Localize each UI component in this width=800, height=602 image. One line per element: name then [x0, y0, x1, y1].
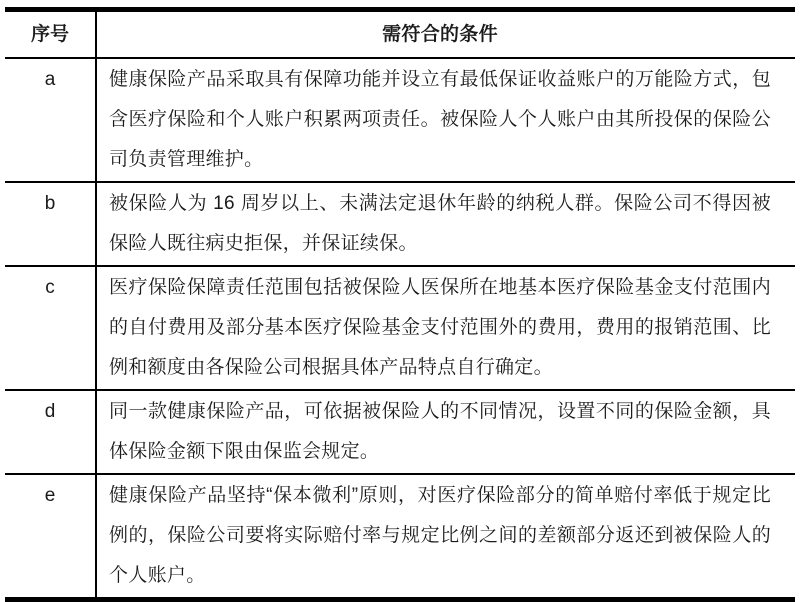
- row-id-cell: c: [45, 277, 55, 298]
- condition-cell: 被保险人为 16 周岁以上、未满法定退休年龄的纳税人群。保险公司不得因被保险人既往病史拒保，并保证续保。: [95, 183, 795, 265]
- table-row-d: [5, 391, 795, 475]
- row-id-cell: b: [44, 193, 56, 214]
- row-id-cell: d: [44, 401, 56, 422]
- table-row-a: [5, 59, 795, 183]
- header-condition: 需符合的条件: [95, 12, 795, 57]
- condition-cell: 同一款健康保险产品，可依据被保险人的不同情况，设置不同的保险金额，具体保险金额下限由保监会规定。: [95, 391, 795, 473]
- condition-cell: 健康保险产品采取具有保障功能并设立有最低保证收益账户的万能险方式，包含医疗保险和个人账户积累两项责任。被保险人个人账户由其所投保的保险公司负责管理维护。: [95, 59, 795, 181]
- table-row-c: [5, 267, 795, 391]
- header-serial-number: 序号: [30, 24, 69, 45]
- table-header-row: [5, 12, 795, 59]
- condition-cell: 医疗保险保障责任范围包括被保险人医保所在地基本医疗保险基金支付范围内的自付费用及部分基本医疗保险基金支付范围外的费用，费用的报销范围、比例和额度由各保险公司根据具体产品特点自行确定。: [95, 267, 795, 389]
- conditions-table: [5, 7, 795, 602]
- row-id-cell: e: [44, 485, 56, 506]
- row-id-cell: a: [44, 69, 56, 90]
- table-row-e: [5, 475, 795, 597]
- condition-cell: 健康保险产品坚持“保本微利”原则，对医疗保险部分的简单赔付率低于规定比例的，保险公司要将实际赔付率与规定比例之间的差额部分返还到被保险人的个人账户。: [95, 475, 795, 597]
- table-row-b: [5, 183, 795, 267]
